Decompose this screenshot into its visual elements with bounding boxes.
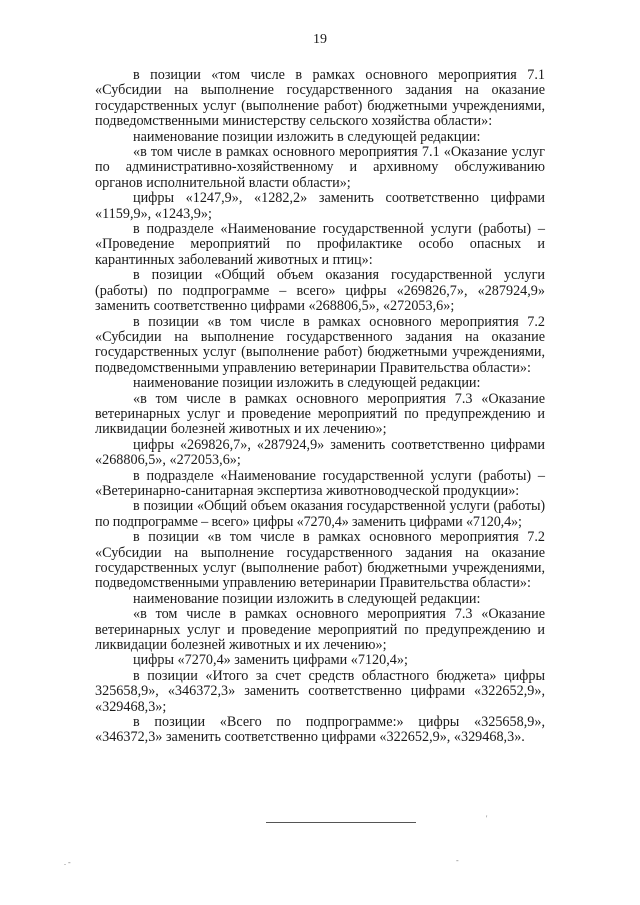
paragraph: в подразделе «Наименование государственной услуги (работы) – «Ветеринарно-санитарная экспертиза животноводческой продукции»: <box>95 467 545 499</box>
paragraph: наименование позиции изложить в следующей редакции: <box>133 128 481 145</box>
document-body <box>95 68 545 746</box>
paragraph: цифры «7270,4» заменить цифрами «7120,4»; <box>133 652 408 669</box>
paragraph: в подразделе «Наименование государственной услуги (работы) – «Проведение мероприятий по профилактике особо опасных и карантинных заболеваний животных и птиц»: <box>95 221 545 268</box>
paragraph: в позиции «Итого за счет средств областного бюджета» цифры 325658,9», «346372,3» заменить соответственно цифрами «322652,9», «329468,3»; <box>95 667 545 715</box>
paragraph: в позиции «Общий объем оказания государственной услуги (работы) по подпрограмме – всего» цифры «7270,4» заменить цифрами «7120,4»; <box>95 498 545 530</box>
paragraph: цифры «269826,7», «287924,9» заменить соответственно цифрами «268806,5», «272053,6»; <box>95 436 545 469</box>
paragraph: «в том числе в рамках основного мероприятия 7.3 «Оказание ветеринарных услуг и проведение мероприятий по предупреждению и ликвидации болезней животных и их лечению»; <box>95 390 545 438</box>
paragraph: в позиции «том числе в рамках основного мероприятия 7.1 «Субсидии на выполнение государственного задания на оказание государственных услуг (выполнение работ) бюджетными учреждениями, подведомственными министерству сельского хозяйства области»: <box>95 67 545 130</box>
scan-artifact-mark: ' <box>486 814 488 823</box>
paragraph: в позиции «Общий объем оказания государственной услуги (работы) по подпрограмме – всего» цифры «269826,7», «287924,9» заменить соответственно цифрами «268806,5», «272053,6»; <box>95 267 545 315</box>
paragraph: в позиции «в том числе в рамках основного мероприятия 7.2 «Субсидии на выполнение государственного задания на оказание государственных услуг (выполнение работ) бюджетными учреждениями, подведомственными управлению ветеринарии Правительства области»: <box>95 529 545 592</box>
paragraph: в позиции «Всего по подпрограмме:» цифры «325658,9», «346372,3» заменить соответственно цифрами «322652,9», «329468,3». <box>95 714 545 746</box>
paragraph: наименование позиции изложить в следующей редакции: <box>133 590 481 607</box>
paragraph: «в том числе в рамках основного мероприятия 7.3 «Оказание ветеринарных услуг и проведение мероприятий по предупреждению и ликвидации болезней животных и их лечению»; <box>95 606 545 654</box>
page-number: 19 <box>313 32 327 47</box>
scan-artifact-mark: . - <box>64 858 71 867</box>
paragraph: цифры «1247,9», «1282,2» заменить соответственно цифрами «1159,9», «1243,9»; <box>95 190 545 222</box>
paragraph: в позиции «в том числе в рамках основного мероприятия 7.2 «Субсидии на выполнение государственного задания на оказание государственных услуг (выполнение работ) бюджетными учреждениями, подведомственными управлению ветеринарии Правительства области»: <box>95 313 545 376</box>
scan-artifact-mark: - <box>456 856 459 865</box>
paragraph: наименование позиции изложить в следующей редакции: <box>133 375 481 392</box>
paragraph: «в том числе в рамках основного мероприятия 7.1 «Оказание услуг по административно-хозяйственному и архивному обслуживанию органов исполнительной власти области»; <box>95 144 545 191</box>
end-divider <box>266 822 416 823</box>
